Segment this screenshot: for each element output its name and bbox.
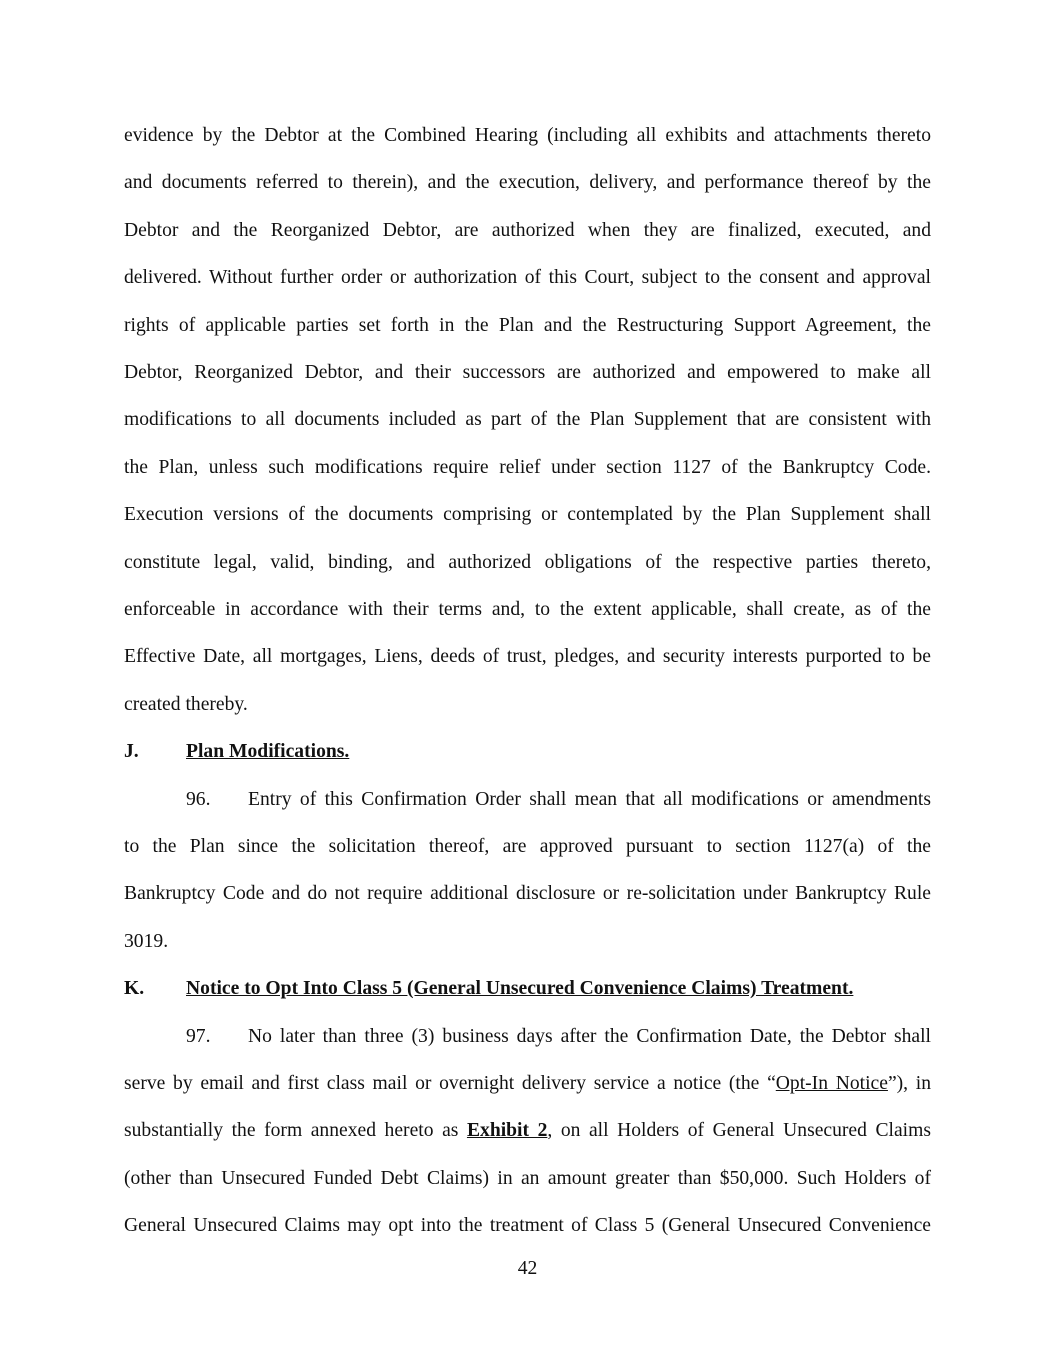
text-run: Effective Date, all mortgages, Liens, deeds of trust, pledges, and security interests purported to be bbox=[124, 646, 931, 668]
paragraph-line bbox=[124, 407, 931, 433]
section-heading: Plan Modifications. bbox=[186, 741, 350, 763]
paragraph-line bbox=[124, 1118, 931, 1144]
text-run: to the Plan since the solicitation thereof, are approved pursuant to section 1127(a) of the bbox=[124, 836, 931, 857]
paragraph-line bbox=[124, 1213, 931, 1239]
text-run: constitute legal, valid, binding, and authorized obligations of the respective parties thereto, bbox=[124, 551, 931, 573]
paragraph-line bbox=[248, 787, 931, 813]
text-run: and documents referred to therein), and the execution, delivery, and performance thereof by the bbox=[124, 172, 931, 194]
paragraph-line bbox=[124, 265, 931, 291]
text-run: 3019. bbox=[124, 930, 169, 952]
paragraph-line bbox=[124, 881, 931, 907]
paragraph-line bbox=[124, 644, 931, 670]
paragraph-line bbox=[124, 455, 931, 481]
section-label: K. bbox=[124, 978, 145, 1000]
paragraph-line bbox=[124, 170, 931, 196]
text-run: delivered. Without further order or authorization of this Court, subject to the consent and approval bbox=[124, 267, 931, 289]
text-run: substantially the form annexed hereto as bbox=[124, 1120, 467, 1142]
text-run: enforceable in accordance with their terms and, to the extent applicable, shall create, as of the bbox=[124, 599, 931, 620]
paragraph-line bbox=[124, 218, 931, 244]
paragraph-line bbox=[124, 929, 168, 955]
text-run: Execution versions of the documents comprising or contemplated by the Plan Supplement shall bbox=[124, 504, 931, 526]
text-run: modifications to all documents included as part of the Plan Supplement that are consistent with bbox=[124, 409, 931, 431]
text-run: the Plan, unless such modifications require relief under section 1127 of the Bankruptcy Code. bbox=[124, 456, 931, 478]
paragraph-line bbox=[124, 1071, 931, 1097]
paragraph-line bbox=[124, 1166, 931, 1192]
paragraph-line bbox=[124, 502, 931, 528]
text-run: Debtor, Reorganized Debtor, and their successors are authorized and empowered to make all bbox=[124, 362, 931, 383]
text-run: serve by email and first class mail or overnight delivery service a notice (the “ bbox=[124, 1073, 776, 1094]
paragraph-line bbox=[124, 550, 931, 576]
paragraph-line bbox=[248, 1024, 931, 1050]
text-run: General Unsecured Claims may opt into the treatment of Class 5 (General Unsecured Convenience bbox=[124, 1215, 931, 1237]
paragraph-number: 97. bbox=[186, 1025, 211, 1047]
paragraph-number: 96. bbox=[186, 788, 211, 810]
paragraph-line bbox=[124, 597, 931, 623]
underlined-term: Exhibit 2 bbox=[466, 1120, 548, 1142]
text-run: evidence by the Debtor at the Combined Hearing (including all exhibits and attachments thereto bbox=[124, 125, 931, 146]
text-run: (other than Unsecured Funded Debt Claims) in an amount greater than $50,000. Such Holders of bbox=[124, 1167, 931, 1189]
text-run: Debtor and the Reorganized Debtor, are authorized when they are finalized, executed, and bbox=[124, 219, 931, 241]
paragraph-line bbox=[124, 123, 931, 149]
paragraph-line bbox=[124, 692, 248, 718]
text-run: ”), in bbox=[887, 1073, 931, 1094]
paragraph-line bbox=[124, 834, 931, 860]
underlined-term: Opt-In Notice bbox=[775, 1073, 888, 1094]
section-heading: Notice to Opt Into Class 5 (General Unsecured Convenience Claims) Treatment. bbox=[186, 978, 854, 1000]
text-run: Entry of this Confirmation Order shall mean that all modifications or amendments bbox=[248, 788, 931, 810]
text-run: , on all Holders of General Unsecured Claims bbox=[547, 1120, 931, 1142]
text-run: No later than three (3) business days after the Confirmation Date, the Debtor shall bbox=[248, 1025, 931, 1047]
paragraph-line bbox=[124, 360, 931, 386]
text-run: rights of applicable parties set forth in the Plan and the Restructuring Support Agreement, the bbox=[124, 314, 931, 336]
text-run: Bankruptcy Code and do not require additional disclosure or re-solicitation under Bankruptcy Rule bbox=[124, 883, 931, 905]
text-run: created thereby. bbox=[124, 693, 248, 715]
paragraph-line bbox=[124, 313, 931, 339]
page-number: 42 bbox=[517, 1258, 538, 1279]
section-label: J. bbox=[124, 741, 139, 763]
